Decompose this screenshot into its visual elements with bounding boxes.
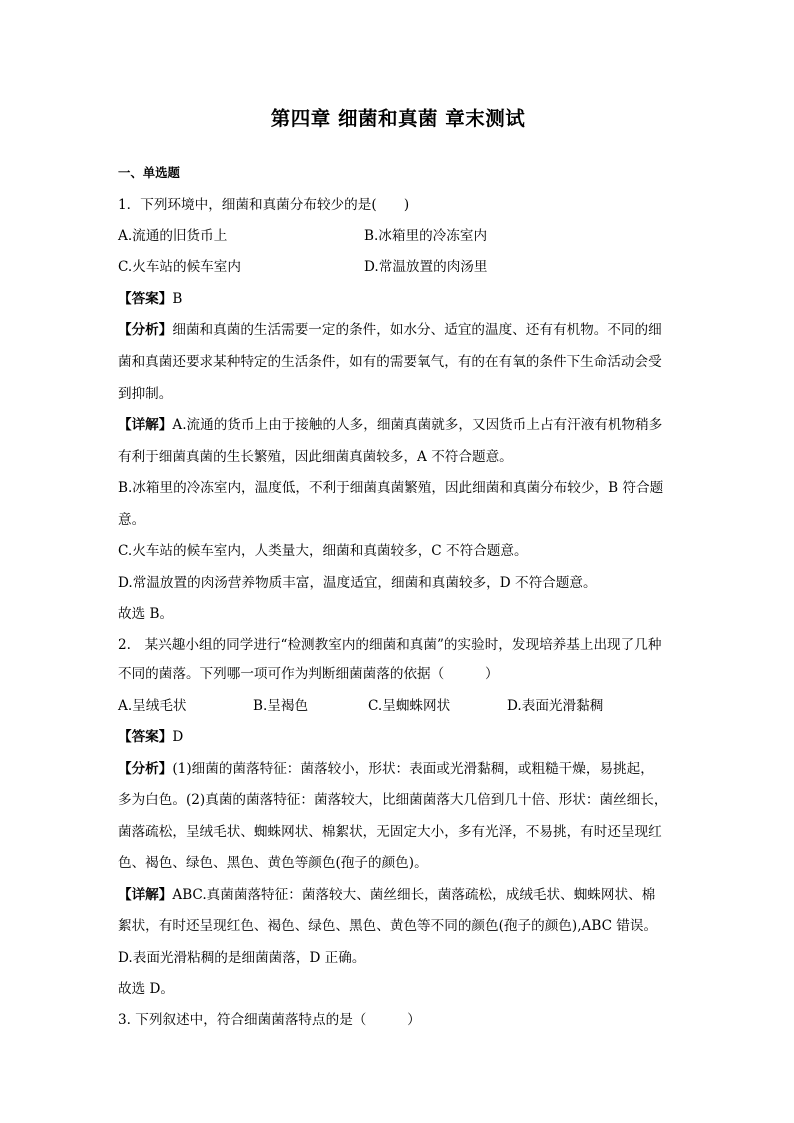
q2-analysis-line-3: 菌落疏松，呈绒毛状、蜘蛛网状、棉絮状，无固定大小，多有光泽，不易挑，有时还呈现红 — [118, 824, 662, 840]
detail-label: 【详解】 — [118, 417, 173, 433]
q1-detail-line-3: B.冰箱里的冷冻室内，温度低，不利于细菌真菌繁殖，因此细菌和真菌分布较少，B 符合题 — [118, 480, 664, 496]
analysis-label: 【分析】 — [118, 761, 173, 777]
question-2-stem-line-2: 不同的菌落。下列哪一项可作为判断细菌菌落的依据（ ） — [118, 666, 499, 682]
answer-label: 【答案】 — [118, 291, 173, 307]
q2-option-b: B.呈褐色 — [253, 698, 309, 714]
q2-option-c: C.呈蜘蛛网状 — [368, 698, 451, 714]
q1-detail-line-4: 意。 — [118, 512, 146, 528]
q1-analysis-line-2: 菌和真菌还要求某种特定的生活条件，如有的需要氧气，有的在有氧的条件下生命活动会受 — [118, 354, 662, 370]
q1-answer — [118, 291, 182, 307]
q2-detail-text-1: ABC.真菌菌落特征：菌落较大、菌丝细长，菌落疏松，成绒毛状、蜘蛛网状、棉 — [172, 887, 656, 903]
q1-conclusion: 故选 B。 — [118, 606, 174, 622]
q2-detail-line-2: 絮状，有时还呈现红色、褐色、绿色、黑色、黄色等不同的颜色(孢子的颜色),ABC 错误。 — [118, 918, 658, 934]
q2-answer-value: D — [172, 729, 184, 745]
q1-analysis-line-1 — [118, 322, 662, 338]
q1-option-d: D.常温放置的肉汤里 — [364, 259, 488, 275]
q1-option-c: C.火车站的候车室内 — [118, 259, 241, 275]
q1-detail-line-5: C.火车站的候车室内，人类量大，细菌和真菌较多，C 不符合题意。 — [118, 543, 528, 559]
q2-analysis-line-2: 多为白色。(2)真菌的菌落特征：菌落较大，比细菌菌落大几倍到几十倍、形状：菌丝细长， — [118, 792, 668, 808]
q1-analysis-text-1: 细菌和真菌的生活需要一定的条件，如水分、适宜的温度、还有有机物。不同的细 — [172, 322, 662, 338]
section-heading: 一、单选题 — [118, 165, 180, 180]
question-2-stem-line-1: 2. 某兴趣小组的同学进行“检测教室内的细菌和真菌”的实验时，发现培养基上出现了几种 — [118, 637, 662, 653]
q1-detail-text-1: A.流通的货币上由于接触的人多，细菌真菌就多，又因货币上占有汗液有机物稍多 — [172, 417, 663, 433]
page-title: 第四章 细菌和真菌 章末测试 — [270, 107, 526, 130]
analysis-label: 【分析】 — [118, 322, 173, 338]
q1-option-a: A.流通的旧货币上 — [118, 228, 228, 244]
q2-conclusion: 故选 D。 — [118, 981, 175, 997]
q1-detail-line-2: 有利于细菌真菌的生长繁殖，因此细菌真菌较多，A 不符合题意。 — [118, 449, 513, 465]
q1-option-b: B.冰箱里的冷冻室内 — [364, 228, 488, 244]
q2-detail-line-3: D.表面光滑粘稠的是细菌菌落，D 正确。 — [118, 950, 366, 966]
question-3-stem: 3. 下列叙述中，符合细菌菌落特点的是（ ） — [118, 1012, 421, 1028]
q2-detail-line-1 — [118, 887, 655, 903]
q2-option-d: D.表面光滑黏稠 — [507, 698, 604, 714]
answer-label: 【答案】 — [118, 729, 173, 745]
q2-option-a: A.呈绒毛状 — [118, 698, 187, 714]
q2-answer — [118, 729, 183, 745]
q1-detail-line-6: D.常温放置的肉汤营养物质丰富，温度适宜，细菌和真菌较多，D 不符合题意。 — [118, 575, 597, 591]
q2-analysis-line-4: 色、褐色、绿色、黑色、黄色等颜色(孢子的颜色)。 — [118, 855, 428, 871]
q2-analysis-text-1: (1)细菌的菌落特征：菌落较小，形状：表面或光滑黏稠，或粗糙干燥，易挑起， — [172, 761, 654, 777]
detail-label: 【详解】 — [118, 887, 173, 903]
q1-analysis-line-3: 到抑制。 — [118, 386, 173, 402]
q1-detail-line-1 — [118, 417, 662, 433]
q1-answer-value: B — [172, 291, 183, 307]
question-1-stem: 1．下列环境中，细菌和真菌分布较少的是( ) — [118, 197, 410, 213]
q2-analysis-line-1 — [118, 761, 654, 777]
